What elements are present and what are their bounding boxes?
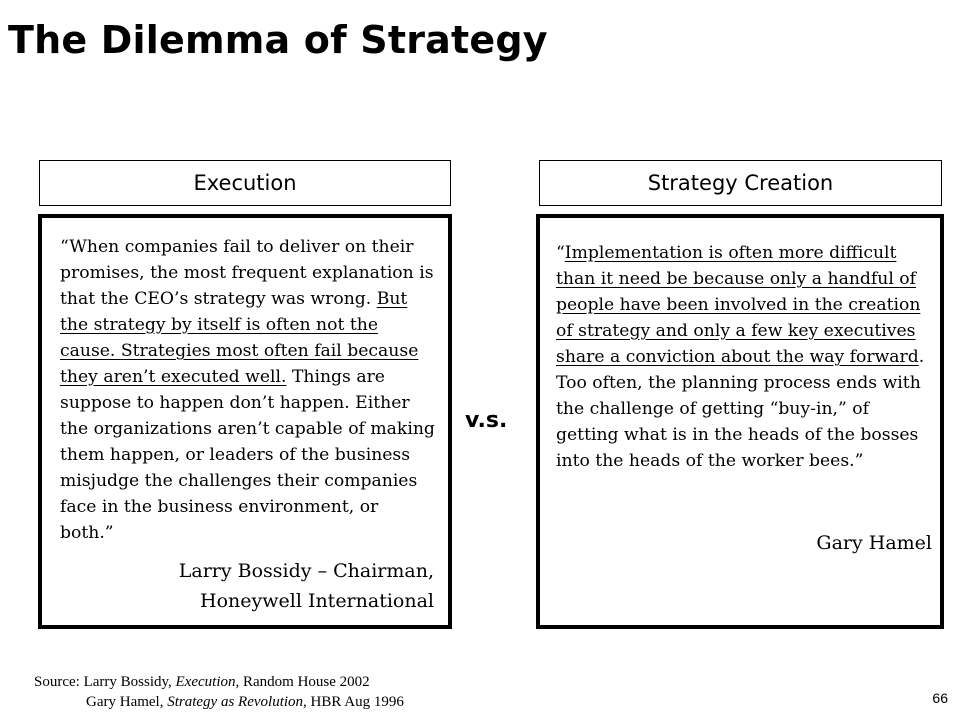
strategy-quote-underlined: Implementation is often more difficult than it need be because only a handful of people have been involved in the creation of strategy and only a few key executives share a conviction about the way forward [556, 243, 921, 367]
strategy-creation-quote-box [536, 214, 944, 629]
source-2-author: Gary Hamel, [86, 694, 168, 710]
execution-quote-box [38, 214, 452, 629]
page-number: 66 [932, 690, 948, 706]
strategy-quote-open: “ [556, 243, 565, 263]
execution-attribution [60, 556, 436, 616]
execution-header: Execution [39, 160, 451, 206]
source-line-1 [34, 672, 404, 692]
execution-quote [60, 234, 436, 546]
source-2-rest: , HBR Aug 1996 [303, 694, 404, 710]
source-label: Source: [34, 674, 80, 690]
source-line-2 [34, 692, 404, 712]
strategy-creation-quote [556, 240, 932, 474]
source-1-author: Larry Bossidy, [79, 674, 176, 690]
source-1-title: Execution [175, 674, 236, 690]
execution-quote-close: Things are suppose to happen don’t happen. Either the organizations aren’t capable of making them happen, or leaders of the business misjudge the challenges their companies face in the business environment, or both.” [60, 367, 435, 543]
slide-title: The Dilemma of Strategy [8, 18, 548, 62]
execution-quote-underlined: But the strategy by itself is often not the cause. Strategies most often fail because they aren’t executed well. [60, 289, 419, 387]
source-1-rest: , Random House 2002 [235, 674, 370, 690]
strategy-quote-close: . Too often, the planning process ends with the challenge of getting “buy-in,” of getting what is in the heads of the bosses into the heads of the worker bees.” [556, 347, 925, 471]
execution-quote-open: “When companies fail to deliver on their promises, the most frequent explanation is that the CEO’s strategy was wrong. [60, 237, 434, 309]
source-citation [34, 672, 404, 712]
strategy-creation-attribution: Gary Hamel [816, 532, 932, 554]
attribution-line-2: Honeywell International [200, 590, 434, 612]
strategy-creation-header: Strategy Creation [539, 160, 942, 206]
attribution-line-1: Larry Bossidy – Chairman, [178, 560, 434, 582]
source-2-title: Strategy as Revolution [167, 694, 304, 710]
versus-label: v.s. [465, 408, 508, 433]
